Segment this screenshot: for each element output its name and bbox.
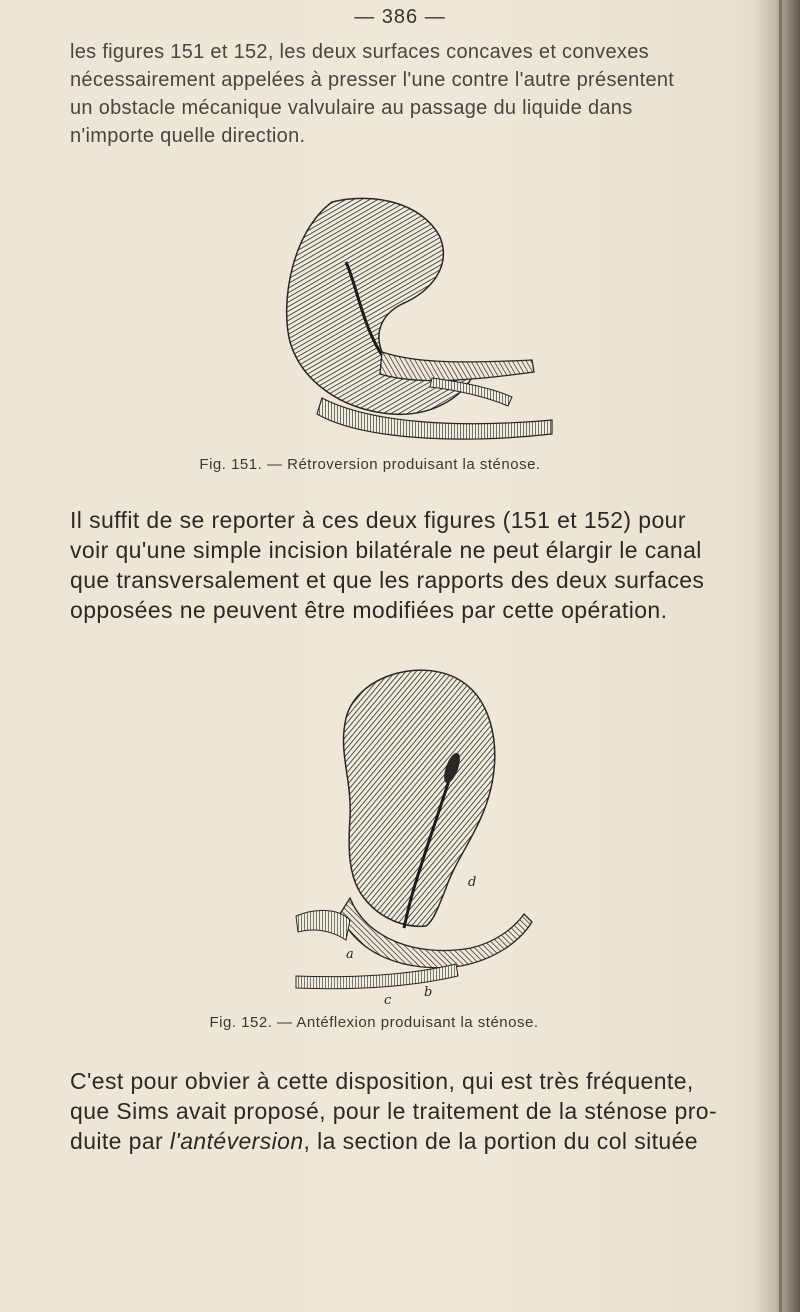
text-line [70, 1126, 738, 1156]
figure-label-b: b [424, 985, 433, 1000]
text-line: que Sims avait proposé, pour le traitement de la sténose pro- [70, 1098, 718, 1124]
paragraph-body [70, 505, 738, 625]
figure-152-caption: Fig. 152. — Antéflexion produisant la sténose. [209, 1014, 539, 1031]
figure-label-c: c [384, 993, 392, 1008]
text-fragment: , la section de la portion du col située [303, 1128, 698, 1154]
page-edge-line [779, 0, 782, 1312]
page-edge-shadow [754, 0, 800, 1312]
text-line: un obstacle mécanique valvulaire au passage du liquide dans [70, 97, 633, 119]
italic-term: l'antéversion [169, 1128, 304, 1154]
figure-151-caption: Fig. 151. — Rétroversion produisant la sténose. [199, 456, 541, 473]
text-line: opposées ne peuvent être modifiées par cette opération. [70, 597, 668, 623]
text-line: voir qu'une simple incision bilatérale ne peut élargir le canal [70, 537, 702, 563]
figure-152-illustration [286, 658, 538, 1008]
figure-label-d: d [468, 875, 477, 890]
page-number: — 386 — [354, 6, 446, 28]
figure-label-a: a [346, 947, 354, 962]
text-line: n'importe quelle direction. [70, 125, 306, 147]
text-line: Il suffit de se reporter à ces deux figures (151 et 152) pour [70, 507, 686, 533]
text-line: les figures 151 et 152, les deux surfaces concaves et convexes [70, 41, 649, 63]
text-line: C'est pour obvier à cette disposition, qui est très fréquente, [70, 1068, 694, 1094]
paragraph-sims [70, 1066, 738, 1156]
figure-151-illustration [262, 192, 554, 444]
cervix-shape [380, 352, 534, 381]
cervix-left-lip-shape [296, 910, 350, 940]
text-fragment: duite par [70, 1128, 170, 1154]
paragraph-intro [70, 38, 738, 150]
text-line: que transversalement et que les rapports des deux surfaces [70, 567, 705, 593]
text-line: nécessairement appelées à presser l'une contre l'autre présentent [70, 69, 675, 91]
